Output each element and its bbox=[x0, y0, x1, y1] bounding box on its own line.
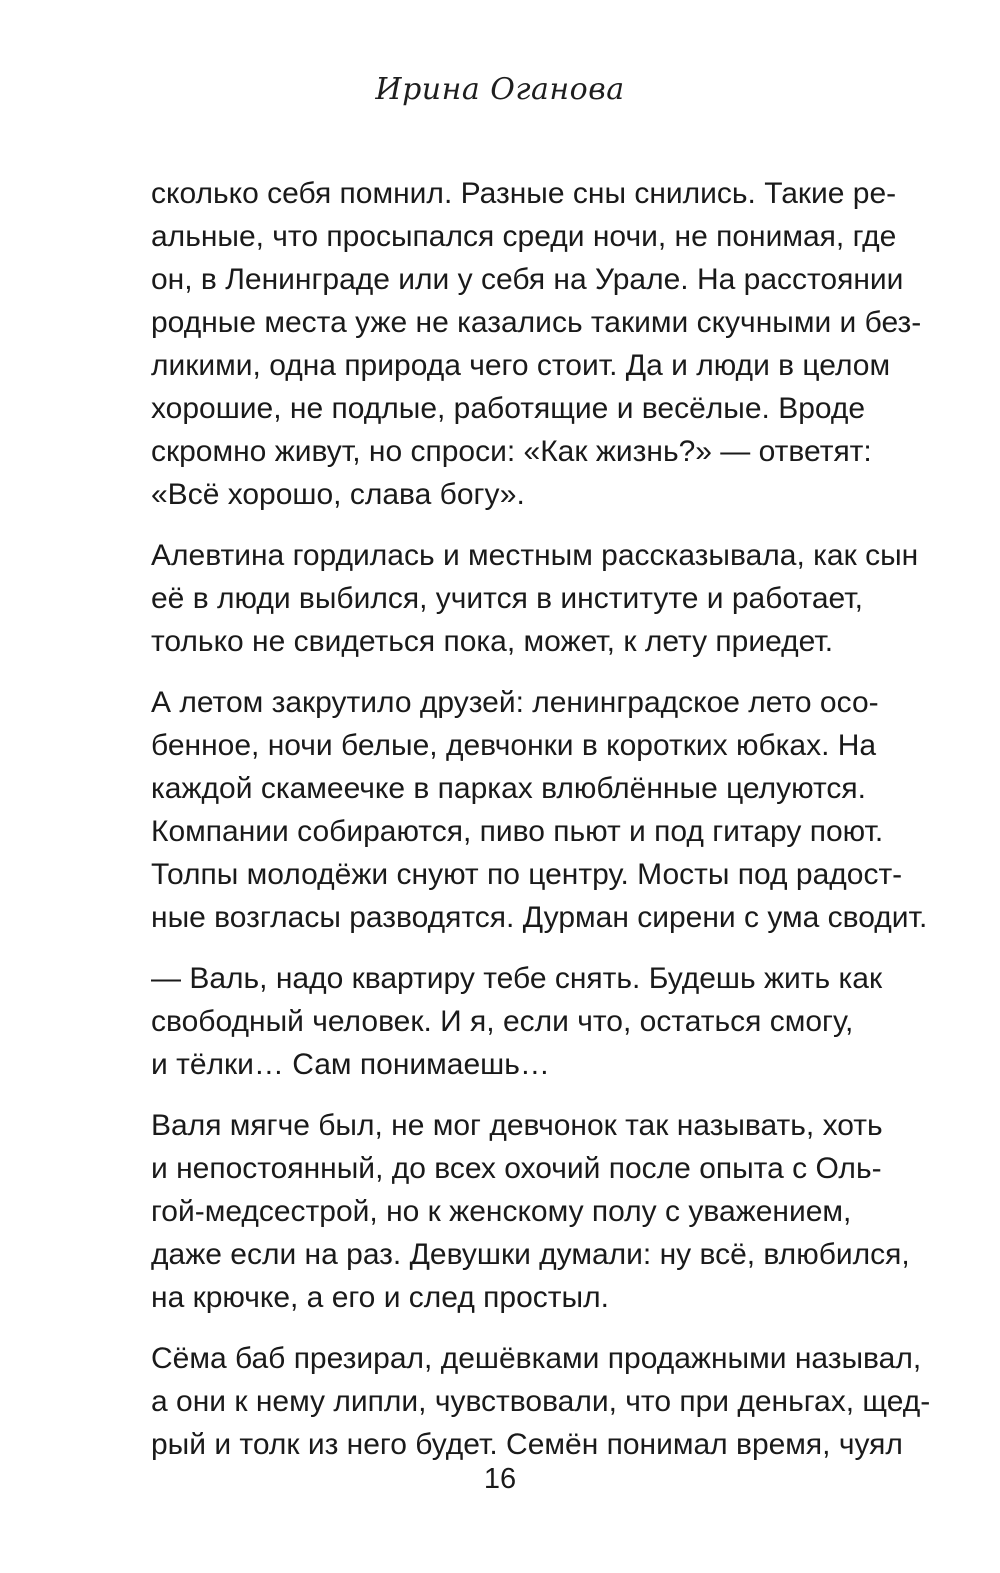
text-line: Алевтина гордилась и местным рассказывала, как сын bbox=[151, 539, 919, 572]
text-line: скромно живут, но спроси: «Как жизнь?» — ответят: bbox=[151, 435, 872, 468]
text-line: сколько себя помнил. Разные сны снились. Такие ре- bbox=[151, 177, 897, 210]
paragraph bbox=[151, 172, 922, 516]
text-line: а они к нему липли, чувствовали, что при деньгах, щед- bbox=[151, 1385, 931, 1418]
text-line: Сёма баб презирал, дешёвками продажными называл, bbox=[151, 1342, 922, 1375]
text-line: «Всё хорошо, слава богу». bbox=[151, 478, 525, 511]
page-number: 16 bbox=[483, 1463, 517, 1495]
text-line: и тёлки… Сам понимаешь… bbox=[151, 1048, 550, 1081]
paragraph bbox=[151, 534, 919, 663]
text-line: хорошие, не подлые, работящие и весёлые. Вроде bbox=[151, 392, 866, 425]
paragraph bbox=[151, 1337, 931, 1466]
text-line: бенное, ночи белые, девчонки в коротких юбках. На bbox=[151, 729, 877, 762]
text-line: свободный человек. И я, если что, остаться смогу, bbox=[151, 1005, 854, 1038]
running-header-author: Ирина Оганова bbox=[375, 72, 625, 107]
text-line: Валя мягче был, не мог девчонок так называть, хоть bbox=[151, 1109, 883, 1142]
text-line: Толпы молодёжи снуют по центру. Мосты под радост- bbox=[151, 858, 903, 891]
text-line: даже если на раз. Девушки думали: ну всё, влюбился, bbox=[151, 1238, 910, 1271]
text-line: родные места уже не казались такими скучными и без- bbox=[151, 306, 922, 339]
text-line: каждой скамеечке в парках влюблённые целуются. bbox=[151, 772, 866, 805]
text-line: только не свидеться пока, может, к лету приедет. bbox=[151, 625, 834, 658]
paragraph bbox=[151, 681, 928, 939]
paragraph bbox=[151, 1104, 910, 1319]
text-line: её в люди выбился, учится в институте и работает, bbox=[151, 582, 863, 615]
text-line: ликими, одна природа чего стоит. Да и люди в целом bbox=[151, 349, 891, 382]
text-line: и непостоянный, до всех охочий после опыта с Оль- bbox=[151, 1152, 882, 1185]
text-line: Компании собираются, пиво пьют и под гитару поют. bbox=[151, 815, 884, 848]
paragraph bbox=[151, 957, 883, 1086]
text-line: он, в Ленинграде или у себя на Урале. На расстоянии bbox=[151, 263, 904, 296]
text-line: рый и толк из него будет. Семён понимал время, чуял bbox=[151, 1428, 903, 1461]
text-line: альные, что просыпался среди ночи, не понимая, где bbox=[151, 220, 897, 253]
text-line: ные возгласы разводятся. Дурман сирени с ума сводит. bbox=[151, 901, 928, 934]
text-line: — Валь, надо квартиру тебе снять. Будешь жить как bbox=[151, 962, 883, 995]
body-text bbox=[151, 172, 931, 1484]
text-line: на крючке, а его и след простыл. bbox=[151, 1281, 609, 1314]
text-line: гой-медсестрой, но к женскому полу с уважением, bbox=[151, 1195, 852, 1228]
text-line: А летом закрутило друзей: ленинградское лето осо- bbox=[151, 686, 879, 719]
